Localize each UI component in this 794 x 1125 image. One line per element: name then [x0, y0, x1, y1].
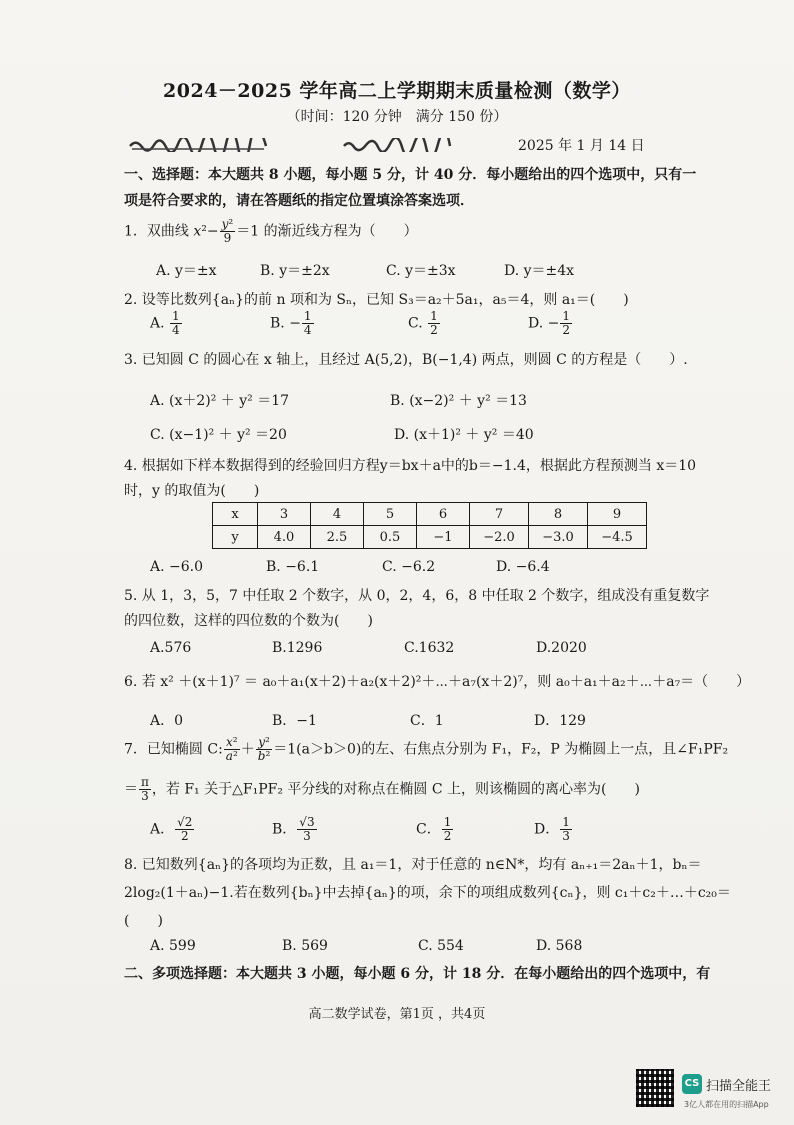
table-cell: 8: [529, 503, 588, 526]
table-cell: 0.5: [364, 526, 417, 549]
q3-option-a[interactable]: A. (x＋2)² ＋ y² ＝17: [150, 393, 290, 409]
question-5-line1: 5. 从 1，3，5，7 中任取 2 个数字，从 0，2，4，6，8 中任取 2 个数字，组成没有重复数字: [124, 588, 710, 604]
q5-option-c[interactable]: C.1632: [404, 640, 455, 656]
question-8-line3: ( ): [124, 913, 163, 929]
q1-option-c[interactable]: C. y＝±3x: [386, 263, 456, 279]
q7-option-a[interactable]: A． $\frac{√2}{2}$: [150, 815, 193, 843]
q2-option-c[interactable]: C. $\frac{1}{2}$: [408, 309, 438, 337]
q6-option-b[interactable]: B．−1: [272, 713, 317, 729]
q7-option-b[interactable]: B． $\frac{√3}{3}$: [272, 815, 315, 843]
q4-data-table: [212, 502, 647, 549]
table-cell: 9: [588, 503, 647, 526]
q3-option-d[interactable]: D. (x＋1)² ＋ y² ＝40: [394, 427, 534, 443]
table-cell: 3: [258, 503, 311, 526]
q8-option-b[interactable]: B. 569: [282, 938, 328, 954]
table-header-y: y: [213, 526, 258, 549]
redacted-class-scribble: [342, 138, 452, 152]
question-1: 1．双曲线 x²− $\frac{\text{y²}}{9}$ ＝1 的渐近线方程为（ ）: [124, 217, 418, 245]
q8-option-a[interactable]: A. 599: [150, 938, 196, 954]
q1-fraction: $\frac{\text{y²}}{9}$: [221, 217, 234, 245]
q8-option-d[interactable]: D. 568: [536, 938, 583, 954]
table-cell: 4.0: [258, 526, 311, 549]
q1-option-a[interactable]: A. y＝±x: [156, 263, 217, 279]
question-3: 3. 已知圆 C 的圆心在 x 轴上，且经过 A(5,2)，B(−1,4) 两点，则圆 C 的方程是（ ）.: [124, 352, 688, 368]
table-cell: −3.0: [529, 526, 588, 549]
q1-option-d[interactable]: D. y＝±4x: [504, 263, 575, 279]
q4-option-c[interactable]: C. −6.2: [382, 559, 436, 575]
q4-option-b[interactable]: B. −6.1: [266, 559, 320, 575]
q2-option-b[interactable]: B. − $\frac{1}{4}$: [270, 309, 312, 337]
scanner-tagline: 3亿人都在用的扫描App: [684, 1100, 769, 1109]
q3-option-c[interactable]: C. (x−1)² ＋ y² ＝20: [150, 427, 287, 443]
table-cell: 6: [417, 503, 470, 526]
q6-option-a[interactable]: A．0: [150, 713, 184, 729]
redacted-name-scribble: [128, 138, 268, 152]
table-header-x: x: [213, 503, 258, 526]
table-cell: 4: [311, 503, 364, 526]
q8-option-c[interactable]: C. 554: [418, 938, 464, 954]
table-cell: −1: [417, 526, 470, 549]
q4-option-a[interactable]: A. −6.0: [150, 559, 204, 575]
table-cell: −2.0: [470, 526, 529, 549]
q7-option-d[interactable]: D． $\frac{1}{3}$: [534, 815, 570, 843]
table-cell: 7: [470, 503, 529, 526]
question-4-line2: 时，y 的取值为( ): [124, 483, 260, 499]
question-8-line2: 2log₂(1＋aₙ)−1.若在数列{bₙ}中去掉{aₙ}的项，余下的项组成数列{cₙ}，则 c₁＋c₂＋…＋c₂₀＝: [124, 885, 731, 901]
q5-option-b[interactable]: B.1296: [272, 640, 323, 656]
section1-heading-line2: 项是符合要求的，请在答题纸的指定位置填涂答案选项．: [124, 193, 474, 209]
q4-option-d[interactable]: D. −6.4: [496, 559, 550, 575]
table-cell: −4.5: [588, 526, 647, 549]
question-8-line1: 8. 已知数列{aₙ}的各项均为正数，且 a₁＝1，对于任意的 n∈N*，均有 aₙ₊₁＝2aₙ＋1，bₙ＝: [124, 857, 702, 873]
table-cell: 2.5: [311, 526, 364, 549]
section1-heading-line1: 一、选择题：本大题共 8 小题，每小题 5 分，计 40 分．每小题给出的四个选项中，只有一: [124, 167, 697, 183]
question-4-line1: 4. 根据如下样本数据得到的经验回归方程y＝bx＋a中的b＝−1.4，根据此方程预测当 x＝10: [124, 458, 697, 474]
question-5-line2: 的四位数，这样的四位数的个数为( ): [124, 613, 373, 629]
exam-date: 2025 年 1 月 14 日: [518, 138, 645, 154]
table-row-y: [213, 526, 647, 549]
exam-title: 2024－2025 学年高二上学期期末质量检测（数学）: [163, 80, 631, 102]
q6-option-c[interactable]: C．1: [410, 713, 444, 729]
q1-option-b[interactable]: B. y＝±2x: [260, 263, 330, 279]
exam-subtitle: （时间：120 分钟 满分 150 份）: [286, 109, 508, 125]
page-footer: 高二数学试卷，第1页 ，共4页: [308, 1007, 486, 1022]
q2-option-a[interactable]: A. $\frac{1}{4}$: [150, 309, 180, 337]
q3-option-b[interactable]: B. (x−2)² ＋ y² ＝13: [390, 393, 527, 409]
question-7-line1: 7．已知椭圆 C: $\frac{\text{x²}}{\text{a²}}$ ＋ $\frac{\text{y²}}{\text{b²}}$ ＝1(a＞b＞0)的左、右焦点分别为 F₁，F₂，P 为椭圆上一点，且∠F₁PF₂: [124, 735, 729, 763]
question-2: 2. 设等比数列{aₙ}的前 n 项和为 Sₙ，已知 S₃＝a₂＋5a₁，a₅＝4，则 a₁＝( ): [124, 292, 629, 308]
question-6: 6. 若 x² ＋(x＋1)⁷ ＝ a₀＋a₁(x＋2)＋a₂(x＋2)²＋⋯＋a₇(x＋2)⁷，则 a₀＋a₁＋a₂＋⋯＋a₇＝（ ）: [124, 674, 751, 690]
q2-option-d[interactable]: D. − $\frac{1}{2}$: [528, 309, 570, 337]
q6-option-d[interactable]: D．129: [534, 713, 586, 729]
q7-option-c[interactable]: C． $\frac{1}{2}$: [416, 815, 452, 843]
q5-option-a[interactable]: A.576: [150, 640, 192, 656]
question-7-line2: ＝ $\frac{\pi}{3}$ ，若 F₁ 关于△F₁PF₂ 平分线的对称点在椭圆 C 上，则该椭圆的离心率为( ): [124, 775, 640, 803]
table-row-x: [213, 503, 647, 526]
qr-code-icon: [636, 1069, 674, 1107]
section2-heading: 二、多项选择题：本大题共 3 小题，每小题 6 分，计 18 分．在每小题给出的四个选项中，有: [124, 966, 711, 982]
scanner-app-name: 扫描全能王: [706, 1079, 772, 1094]
table-cell: 5: [364, 503, 417, 526]
q5-option-d[interactable]: D.2020: [536, 640, 587, 656]
camscanner-logo: CS: [682, 1074, 702, 1094]
